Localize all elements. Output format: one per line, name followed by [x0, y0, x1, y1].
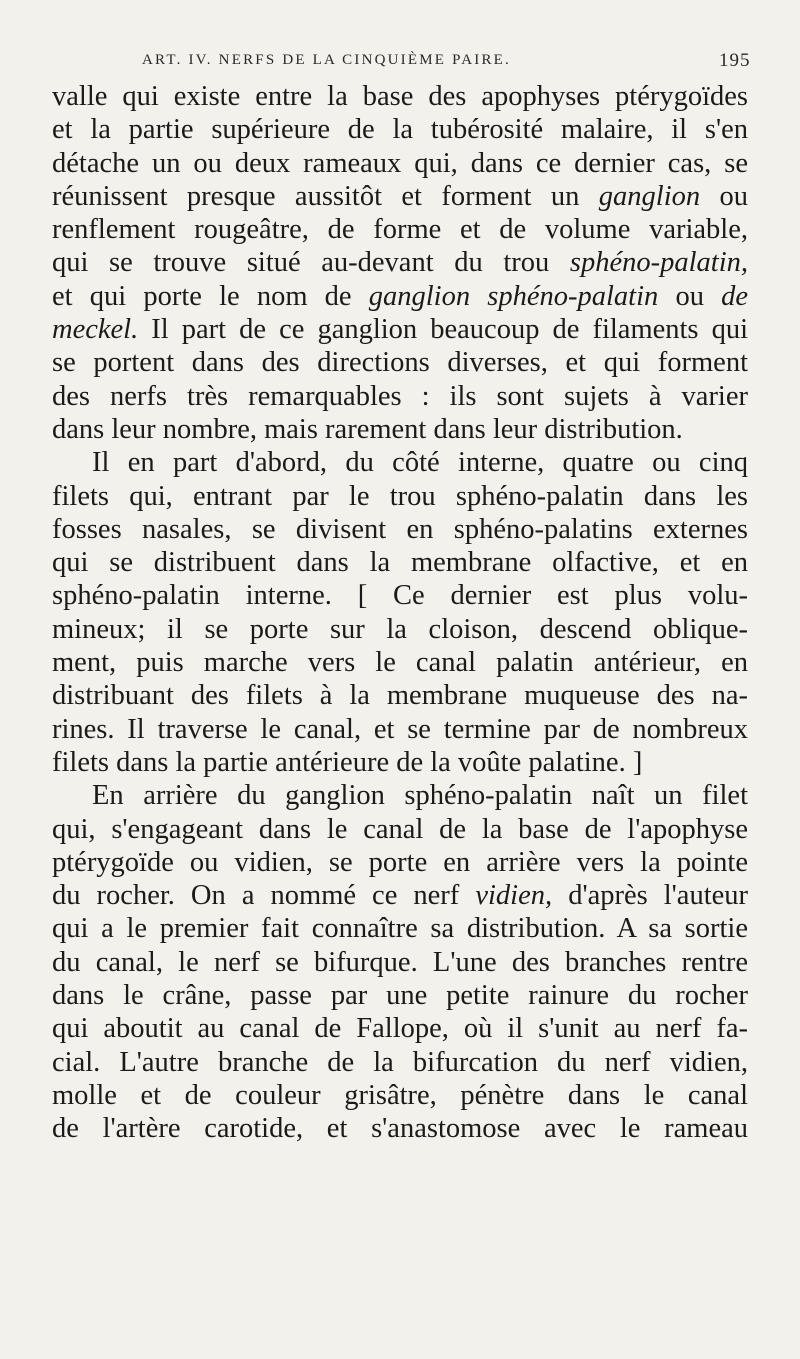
- text-line: renflement rougeâtre, de forme et de volume variable,: [52, 214, 748, 246]
- text-line: sphéno-palatin interne. [ Ce dernier est plus volu-: [52, 580, 748, 612]
- italic-term: vidien,: [475, 880, 553, 912]
- text-run: du rocher. On a nommé ce nerf: [52, 880, 460, 912]
- text-line: filets dans la partie antérieure de la voûte palatine. ]: [52, 746, 643, 778]
- text-line: valle qui existe entre la base des apophyses ptérygoïdes: [52, 81, 748, 112]
- text-line: se portent dans des directions diverses, et qui forment: [52, 347, 748, 379]
- italic-term: meckel.: [52, 314, 139, 346]
- text-line: ment, puis marche vers le canal palatin antérieur, en: [52, 647, 748, 679]
- text-line: rines. Il traverse le canal, et se termine par de nombreux: [52, 713, 748, 745]
- text-line: [52, 313, 748, 346]
- text-line: molle et de couleur grisâtre, pénètre dans le canal: [52, 1079, 748, 1111]
- text-run: qui se trouve situé au-devant du trou: [52, 247, 550, 279]
- text-line: détache un ou deux rameaux qui, dans ce dernier cas, se: [52, 147, 748, 179]
- text-line: En arrière du ganglion sphéno-palatin naît un filet: [92, 780, 748, 812]
- text-line: de l'artère carotide, et s'anastomose avec le rameau: [52, 1113, 748, 1145]
- text-line: du canal, le nerf se bifurque. L'une des branches rentre: [52, 946, 748, 978]
- text-line: mineux; il se porte sur la cloison, descend oblique-: [52, 613, 748, 645]
- text-run: réunissent presque aussitôt et forment un: [52, 180, 580, 212]
- text-line: Il en part d'abord, du côté interne, quatre ou cinq: [92, 447, 748, 479]
- text-line: ptérygoïde ou vidien, se porte en arrière vers la pointe: [52, 846, 748, 878]
- italic-term: ganglion: [598, 180, 701, 212]
- text-line: [52, 180, 748, 213]
- text-line: qui se distribuent dans la membrane olfactive, et en: [52, 547, 748, 579]
- text-run: d'après l'auteur: [568, 880, 748, 912]
- text-run: ou: [719, 180, 748, 212]
- text-line: [52, 879, 748, 912]
- italic-term: de: [721, 280, 748, 312]
- running-title: ART. IV. NERFS DE LA CINQUIÈME PAIRE.: [142, 52, 511, 68]
- text-run: et qui porte le nom de: [52, 280, 352, 312]
- text-line: dans leur nombre, mais rarement dans leur distribution.: [52, 413, 683, 445]
- italic-term: sphéno-palatin,: [569, 247, 748, 279]
- text-line: [52, 246, 748, 279]
- running-head: [0, 52, 800, 82]
- body-text: [52, 80, 748, 1146]
- text-line: qui a le premier fait connaître sa distribution. A sa sortie: [52, 913, 748, 945]
- text-line: qui aboutit au canal de Fallope, où il s'unit au nerf fa-: [52, 1013, 748, 1045]
- text-line: qui, s'engageant dans le canal de la base de l'apophyse: [52, 813, 748, 845]
- page-number: 195: [719, 50, 751, 71]
- text-run: ou: [675, 280, 704, 312]
- text-line: distribuant des filets à la membrane muqueuse des na-: [52, 680, 748, 712]
- italic-term: ganglion sphéno-palatin: [368, 280, 659, 312]
- text-line: filets qui, entrant par le trou sphéno-palatin dans les: [52, 480, 748, 512]
- text-line: et la partie supérieure de la tubérosité malaire, il s'en: [52, 114, 748, 146]
- text-line: dans le crâne, passe par une petite rainure du rocher: [52, 980, 748, 1012]
- text-line: cial. L'autre branche de la bifurcation du nerf vidien,: [52, 1046, 748, 1078]
- text-line: des nerfs très remarquables : ils sont sujets à varier: [52, 380, 748, 412]
- text-line: fosses nasales, se divisent en sphéno-palatins externes: [52, 513, 748, 545]
- text-run: Il part de ce ganglion beaucoup de filaments qui: [151, 314, 748, 346]
- text-line: [52, 280, 748, 313]
